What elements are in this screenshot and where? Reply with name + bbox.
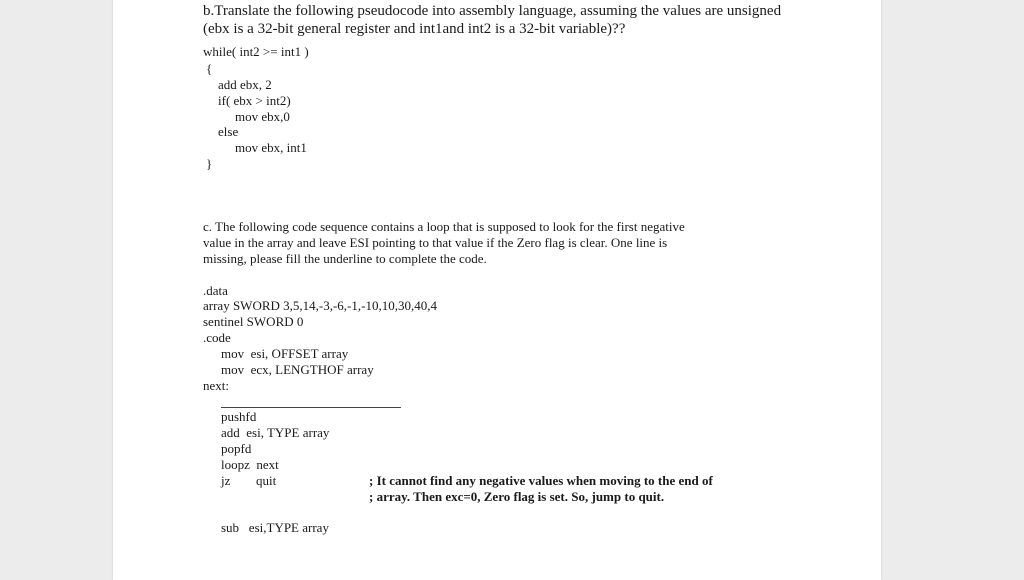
asm-pushfd: pushfd <box>221 409 257 424</box>
code-mov-ebx-0: mov ebx,0 <box>235 109 290 124</box>
asm-jz: jz <box>221 473 231 488</box>
code-if: if( ebx > int2) <box>218 93 291 108</box>
question-c-line-1: c. The following code sequence contains a loop that is supposed to look for the first negative <box>203 219 685 234</box>
question-b-line-1: b.Translate the following pseudocode into assembly language, assuming the values are unsigned <box>203 3 782 19</box>
question-c-line-2: value in the array and leave ESI pointing to that value if the Zero flag is clear. One line is <box>203 235 668 250</box>
asm-sub-esi: sub esi,TYPE array <box>221 520 329 535</box>
asm-data-directive: .data <box>203 283 228 298</box>
code-open-brace: { <box>206 61 213 76</box>
asm-add-esi: add esi, TYPE array <box>221 425 330 440</box>
asm-next-label: next: <box>203 378 229 393</box>
asm-array-decl: array SWORD 3,5,14,-3,-6,-1,-10,10,30,40,4 <box>203 298 437 313</box>
asm-loopz: loopz next <box>221 457 279 472</box>
question-b-line-2: (ebx is a 32-bit general register and int1and int2 is a 32-bit variable)?? <box>203 21 626 37</box>
question-c-line-3: missing, please fill the underline to complete the code. <box>203 251 487 266</box>
asm-code-directive: .code <box>203 330 231 345</box>
comment-line-2: ; array. Then exc=0, Zero flag is set. So, jump to quit. <box>369 489 665 504</box>
asm-sentinel-decl: sentinel SWORD 0 <box>203 314 304 329</box>
asm-mov-esi: mov esi, OFFSET array <box>221 346 349 361</box>
code-add-ebx: add ebx, 2 <box>218 77 272 92</box>
comment-line-1: ; It cannot find any negative values when moving to the end of <box>369 473 713 488</box>
code-close-brace: } <box>206 156 213 171</box>
code-else: else <box>218 124 239 139</box>
asm-mov-ecx: mov ecx, LENGTHOF array <box>221 362 374 377</box>
asm-popfd: popfd <box>221 441 252 456</box>
asm-quit-operand: quit <box>256 473 277 488</box>
code-while: while( int2 >= int1 ) <box>203 44 309 59</box>
fill-in-blank-line <box>221 407 401 408</box>
code-mov-ebx-int1: mov ebx, int1 <box>235 140 307 155</box>
